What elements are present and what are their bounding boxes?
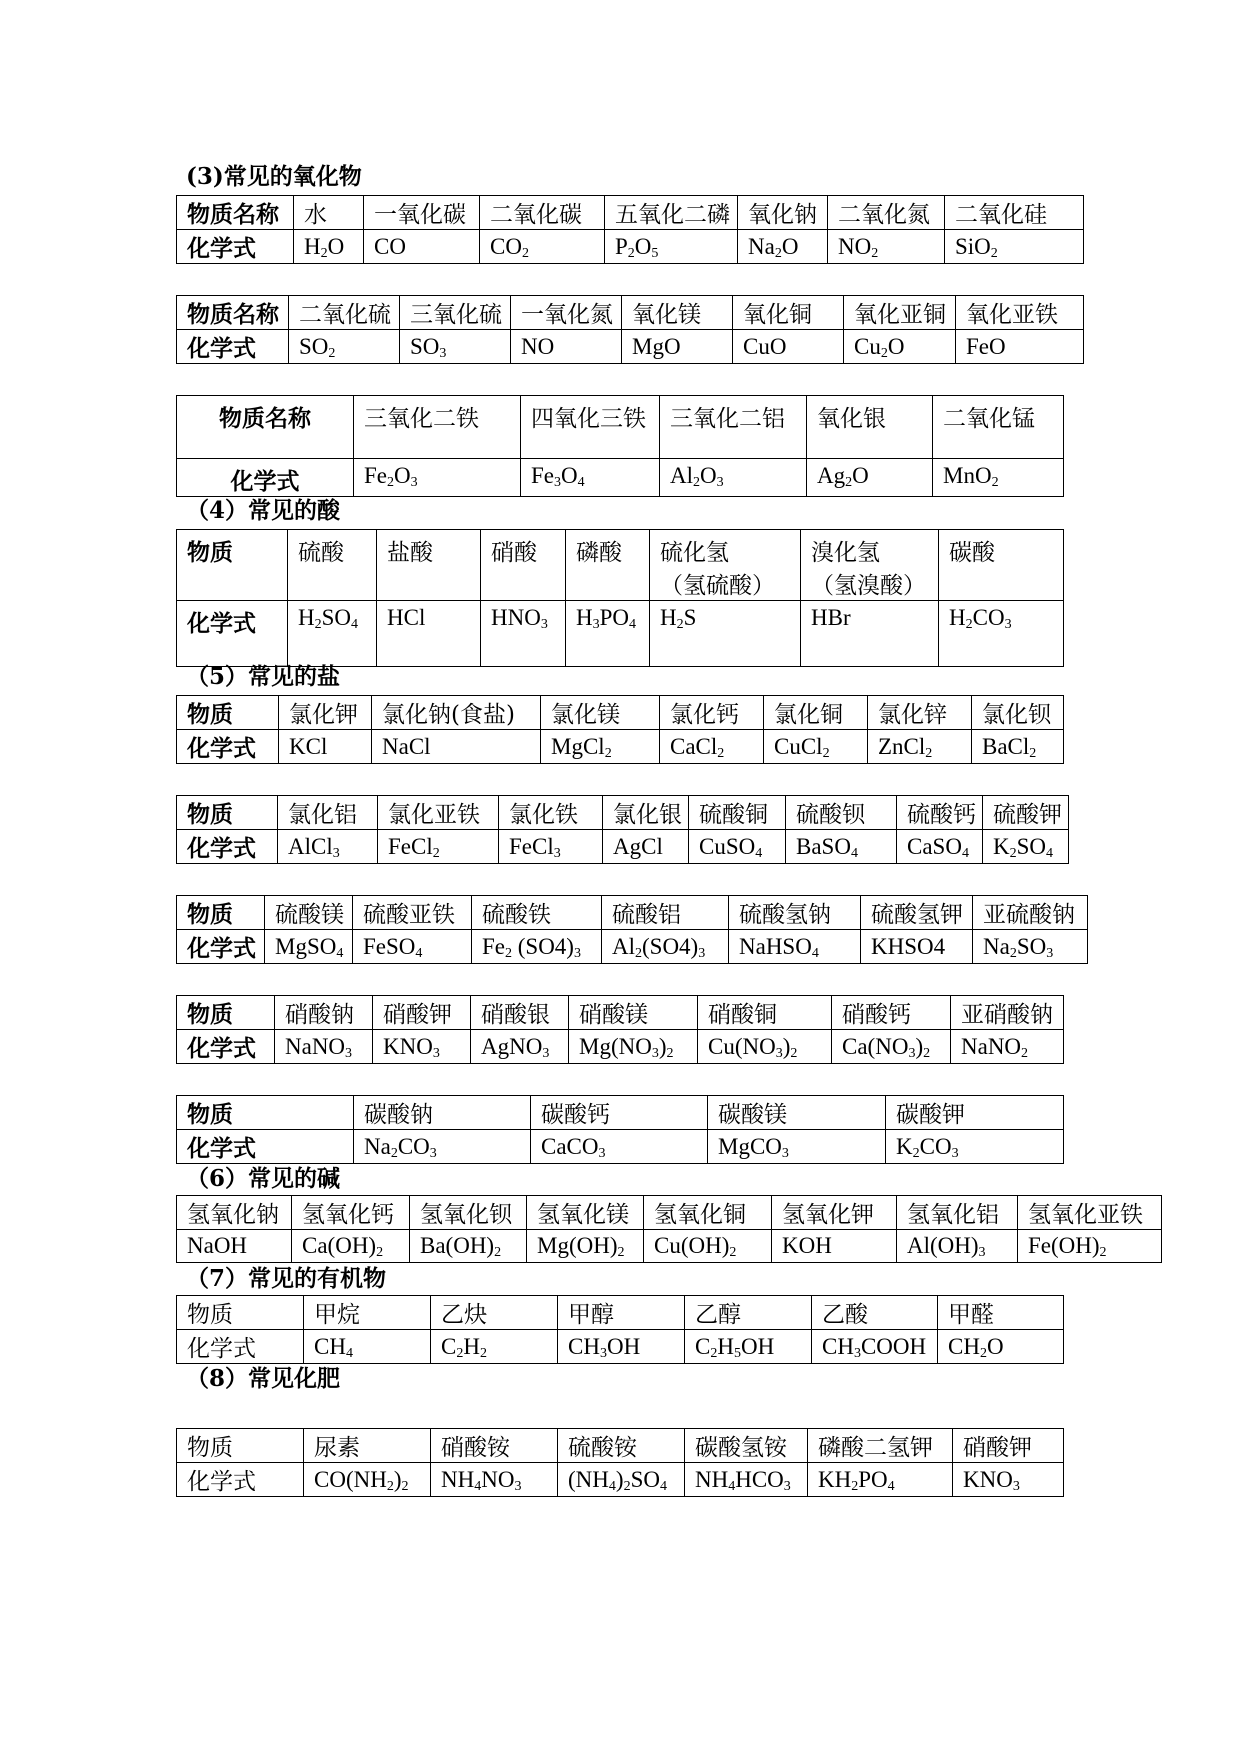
row-label-formula: 化学式 xyxy=(177,601,288,667)
chemical-formula-cell: $Mg(NO_3)_2$ xyxy=(569,1030,698,1064)
table-salts-3 xyxy=(176,895,1088,964)
substance-name-cell: 硝酸钠 xyxy=(275,996,373,1030)
chemical-formula-cell: BaSO$_4$ xyxy=(786,830,897,864)
chemical-formula-cell: CaCl$_2$ xyxy=(660,730,764,764)
chemical-formula-cell: NaHSO$_4$ xyxy=(729,930,861,964)
chemical-formula-cell: NaNO$_3$ xyxy=(275,1030,373,1064)
substance-name-cell: 硫酸钾 xyxy=(983,796,1069,830)
chemical-formula-cell: $Fe(OH)_2$ xyxy=(1018,1230,1162,1263)
chemical-formula-cell: $CH_4$ xyxy=(304,1330,431,1364)
chemical-formula-cell: $Ba(OH)_2$ xyxy=(410,1230,527,1263)
substance-name-cell: 硝酸钾 xyxy=(953,1429,1064,1463)
chemical-formula-cell: MgCl$_2$ xyxy=(541,730,660,764)
chemical-formula-cell: $Al_2(SO4)_3$ xyxy=(602,930,729,964)
substance-name-cell: 氯化铝 xyxy=(278,796,378,830)
substance-name-cell: 氧化铜 xyxy=(733,296,844,330)
substance-name-cell: 甲醛 xyxy=(938,1296,1064,1330)
substance-name-cell: 二氧化硫 xyxy=(289,296,400,330)
row-label-formula: 化学式 xyxy=(177,1030,275,1064)
chemical-formula-cell: CuSO$_4$ xyxy=(689,830,786,864)
substance-name-cell: 氯化铁 xyxy=(499,796,603,830)
chemical-formula-cell: HBr xyxy=(801,601,939,667)
substance-name-cell: 氢氧化铜 xyxy=(644,1196,772,1230)
substance-name-cell: 三氧化硫 xyxy=(400,296,511,330)
chemical-formula-cell: $NO_2$ xyxy=(828,230,945,264)
substance-name-cell: 硝酸镁 xyxy=(569,996,698,1030)
chemical-formula-cell: BaCl$_2$ xyxy=(972,730,1064,764)
substance-name-cell: 乙炔 xyxy=(431,1296,558,1330)
chemical-formula-cell: $Al_2O_3$ xyxy=(660,459,807,497)
substance-name-cell: 氢氧化亚铁 xyxy=(1018,1196,1162,1230)
substance-name-cell: 亚硝酸钠 xyxy=(951,996,1064,1030)
substance-name-cell: 硫酸铜 xyxy=(689,796,786,830)
chemical-formula-cell: NO xyxy=(511,330,622,364)
chemical-formula-cell: $Fe_2O_3$ xyxy=(354,459,521,497)
chemical-formula-cell: $H_2CO_3$ xyxy=(939,601,1064,667)
substance-name-cell: 四氧化三铁 xyxy=(521,396,660,459)
row-label-formula: 化学式 xyxy=(177,830,278,864)
table-oxides-2 xyxy=(176,295,1084,364)
row-label-formula: 化学式 xyxy=(177,730,279,764)
table-bases xyxy=(176,1195,1162,1263)
row-label-substance: 物质 xyxy=(177,996,275,1030)
substance-name-cell: 氯化钡 xyxy=(972,696,1064,730)
substance-name-cell: 氯化锌 xyxy=(868,696,972,730)
substance-name-cell: 硫酸铵 xyxy=(558,1429,685,1463)
substance-name-cell: 氯化钾 xyxy=(279,696,372,730)
substance-name-cell: 氯化钠(食盐) xyxy=(372,696,541,730)
chemical-formula-cell: $K_2SO_4$ xyxy=(983,830,1069,864)
substance-name-cell: 硫酸氢钾 xyxy=(861,896,973,930)
substance-name-cell: 五氧化二磷 xyxy=(605,196,738,230)
substance-name-cell: 硝酸银 xyxy=(471,996,569,1030)
chemical-formula-cell: $CH_3OH$ xyxy=(558,1330,685,1364)
row-label-formula: 化学式 xyxy=(177,1130,354,1164)
chemical-formula-cell: $NH_4HCO_3$ xyxy=(685,1463,808,1497)
chemical-formula-cell: $K_2CO_3$ xyxy=(886,1130,1064,1164)
row-label-substance: 物质 xyxy=(177,796,278,830)
chemical-formula-cell: $C_2H_5OH$ xyxy=(685,1330,812,1364)
substance-name-cell: 硫酸铁 xyxy=(472,896,602,930)
table-salts-2 xyxy=(176,795,1069,864)
chemical-formula-cell: FeSO$_4$ xyxy=(353,930,472,964)
substance-name-cell: 碳酸钙 xyxy=(531,1096,708,1130)
substance-name-cell: 氧化镁 xyxy=(622,296,733,330)
substance-name-cell: 二氧化氮 xyxy=(828,196,945,230)
substance-name-cell: 硫酸钡 xyxy=(786,796,897,830)
chemical-formula-cell: NaNO$_2$ xyxy=(951,1030,1064,1064)
chemical-formula-cell: $CO(NH_2)_2$ xyxy=(304,1463,431,1497)
chemical-formula-cell: FeCl$_2$ xyxy=(378,830,499,864)
substance-name-cell: 一氧化氮 xyxy=(511,296,622,330)
row-label-substance: 物质名称 xyxy=(177,196,294,230)
substance-name-cell: 水 xyxy=(294,196,364,230)
row-label-substance: 物质 xyxy=(177,696,279,730)
substance-name-cell: 氢氧化钡 xyxy=(410,1196,527,1230)
chemical-formula-cell: MgCO$_3$ xyxy=(708,1130,886,1164)
substance-name-cell: 二氧化硅 xyxy=(945,196,1084,230)
chemical-formula-cell: CaCO$_3$ xyxy=(531,1130,708,1164)
substance-name-cell: 氢氧化钾 xyxy=(772,1196,897,1230)
substance-name-cell: 硝酸 xyxy=(481,530,566,601)
chemical-formula-cell: $Mg(OH)_2$ xyxy=(527,1230,644,1263)
chemical-formula-cell: $C_2H_2$ xyxy=(431,1330,558,1364)
chemical-formula-cell: $Fe_2$ $(SO4)_3$ xyxy=(472,930,602,964)
substance-name-cell: 一氧化碳 xyxy=(364,196,480,230)
substance-name-cell: 溴化氢 （氢溴酸） xyxy=(801,530,939,601)
substance-name-cell: 氢氧化钠 xyxy=(177,1196,292,1230)
chemical-formula-cell: AgCl xyxy=(603,830,689,864)
substance-name-cell: 碳酸氢铵 xyxy=(685,1429,808,1463)
chemical-formula-cell: NaOH xyxy=(177,1230,292,1263)
substance-name-cell: 碳酸钠 xyxy=(354,1096,531,1130)
row-label-formula: 化学式 xyxy=(177,930,265,964)
section-title-bases: （6）常见的碱 xyxy=(186,1165,341,1192)
row-label-substance: 物质 xyxy=(177,1429,304,1463)
chemical-formula-cell: CuCl$_2$ xyxy=(764,730,868,764)
substance-name-cell: 尿素 xyxy=(304,1429,431,1463)
chemical-formula-cell: $H_2S$ xyxy=(650,601,801,667)
substance-name-cell: 二氧化碳 xyxy=(480,196,605,230)
chemical-formula-cell: $Cu(OH)_2$ xyxy=(644,1230,772,1263)
row-label-substance: 物质 xyxy=(177,530,288,601)
substance-name-cell: 碳酸钾 xyxy=(886,1096,1064,1130)
chemical-formula-cell: $KNO_3$ xyxy=(953,1463,1064,1497)
section-title-fertilizers: （8）常见化肥 xyxy=(186,1365,341,1392)
chemical-formula-cell: $H_2SO_4$ xyxy=(288,601,377,667)
substance-name-cell: 硝酸钾 xyxy=(373,996,471,1030)
substance-name-cell: 三氧化二铁 xyxy=(354,396,521,459)
chemical-formula-cell: $KNO_3$ xyxy=(373,1030,471,1064)
substance-name-cell: 氧化亚铁 xyxy=(956,296,1084,330)
substance-name-cell: 氢氧化铝 xyxy=(897,1196,1018,1230)
chemical-formula-cell: FeO xyxy=(956,330,1084,364)
substance-name-cell: 氯化钙 xyxy=(660,696,764,730)
substance-name-cell: 磷酸二氢钾 xyxy=(808,1429,953,1463)
section-title-salts: （5）常见的盐 xyxy=(186,663,341,690)
chemical-formula-cell: MgSO$_4$ xyxy=(265,930,353,964)
chemical-formula-cell: $Cu(NO_3)_2$ xyxy=(698,1030,832,1064)
chemical-formula-cell: $(NH_4)_2SO_4$ xyxy=(558,1463,685,1497)
substance-name-cell: 磷酸 xyxy=(566,530,650,601)
substance-name-cell: 氯化镁 xyxy=(541,696,660,730)
substance-name-cell: 三氧化二铝 xyxy=(660,396,807,459)
table-acids xyxy=(176,529,1064,667)
row-label-substance: 物质 xyxy=(177,896,265,930)
section-title-organics: （7）常见的有机物 xyxy=(186,1265,387,1292)
substance-name-cell: 硝酸钙 xyxy=(832,996,951,1030)
substance-name-cell: 氯化银 xyxy=(603,796,689,830)
chemical-formula-cell: KOH xyxy=(772,1230,897,1263)
chemical-formula-cell: $Na_2CO_3$ xyxy=(354,1130,531,1164)
row-label-formula: 化学式 xyxy=(177,330,289,364)
substance-name-cell: 盐酸 xyxy=(377,530,481,601)
chemical-formula-cell: $P_2O_5$ xyxy=(605,230,738,264)
substance-name-cell: 碳酸 xyxy=(939,530,1064,601)
chemical-formula-cell: CO xyxy=(364,230,480,264)
chemical-formula-cell: SiO$_2$ xyxy=(945,230,1084,264)
substance-name-cell: 氧化银 xyxy=(807,396,933,459)
substance-name-cell: 硫酸镁 xyxy=(265,896,353,930)
substance-name-cell: 亚硫酸钠 xyxy=(973,896,1088,930)
substance-name-cell: 硫酸钙 xyxy=(897,796,983,830)
row-label-substance: 物质名称 xyxy=(177,296,289,330)
row-label-substance: 物质 xyxy=(177,1296,304,1330)
substance-name-cell: 碳酸镁 xyxy=(708,1096,886,1130)
row-label-substance: 物质 xyxy=(177,1096,354,1130)
chemical-formula-cell: CuO xyxy=(733,330,844,364)
chemical-formula-cell: $SO_2$ xyxy=(289,330,400,364)
chemical-formula-cell: CaSO$_4$ xyxy=(897,830,983,864)
chemical-formula-cell: $SO_3$ xyxy=(400,330,511,364)
section-title-acids: （4）常见的酸 xyxy=(186,497,341,524)
chemical-formula-cell: $Ag_2O$ xyxy=(807,459,933,497)
row-label-formula: 化学式 xyxy=(177,459,354,497)
chemical-formula-cell: $NH_4NO_3$ xyxy=(431,1463,558,1497)
chemical-formula-cell: $Ca(NO_3)_2$ xyxy=(832,1030,951,1064)
substance-name-cell: 氢氧化钙 xyxy=(292,1196,410,1230)
chemical-formula-cell: $Fe_3O_4$ xyxy=(521,459,660,497)
substance-name-cell: 硝酸铵 xyxy=(431,1429,558,1463)
row-label-formula: 化学式 xyxy=(177,1330,304,1364)
chemical-formula-cell: $Na_2SO_3$ xyxy=(973,930,1088,964)
substance-name-cell: 乙醇 xyxy=(685,1296,812,1330)
chemical-formula-cell: $HNO_3$ xyxy=(481,601,566,667)
substance-name-cell: 硝酸铜 xyxy=(698,996,832,1030)
substance-name-cell: 硫酸氢钠 xyxy=(729,896,861,930)
chemical-formula-cell: NaCl xyxy=(372,730,541,764)
substance-name-cell: 甲醇 xyxy=(558,1296,685,1330)
chemical-formula-cell: $CO_2$ xyxy=(480,230,605,264)
substance-name-cell: 氯化铜 xyxy=(764,696,868,730)
table-organics xyxy=(176,1295,1064,1364)
substance-name-cell: 氧化钠 xyxy=(738,196,828,230)
substance-name-cell: 硫酸铝 xyxy=(602,896,729,930)
chemical-formula-cell: $Cu_2O$ xyxy=(844,330,956,364)
chemical-formula-cell: HCl xyxy=(377,601,481,667)
table-fertilizers xyxy=(176,1428,1064,1497)
row-label-formula: 化学式 xyxy=(177,1463,304,1497)
substance-name-cell: 硫酸亚铁 xyxy=(353,896,472,930)
chemical-formula-cell: $Al(OH)_3$ xyxy=(897,1230,1018,1263)
chemical-formula-cell: AgNO$_3$ xyxy=(471,1030,569,1064)
substance-name-cell: 氧化亚铜 xyxy=(844,296,956,330)
chemical-formula-cell: FeCl$_3$ xyxy=(499,830,603,864)
chemical-formula-cell: MnO$_2$ xyxy=(933,459,1064,497)
substance-name-cell: 氢氧化镁 xyxy=(527,1196,644,1230)
chemical-formula-cell: ZnCl$_2$ xyxy=(868,730,972,764)
chemical-formula-cell: $Na_2O$ xyxy=(738,230,828,264)
substance-name-cell: 氯化亚铁 xyxy=(378,796,499,830)
substance-name-cell: 乙酸 xyxy=(812,1296,938,1330)
substance-name-cell: 硫化氢 （氢硫酸） xyxy=(650,530,801,601)
chemical-formula-cell: MgO xyxy=(622,330,733,364)
chemical-formula-cell: $H_2O$ xyxy=(294,230,364,264)
chemical-formula-cell: AlCl$_3$ xyxy=(278,830,378,864)
table-oxides-3 xyxy=(176,395,1064,497)
table-salts-4 xyxy=(176,995,1064,1064)
chemical-formula-cell: $CH_2O$ xyxy=(938,1330,1064,1364)
table-oxides-1 xyxy=(176,195,1084,264)
substance-name-cell: 甲烷 xyxy=(304,1296,431,1330)
chemical-formula-cell: KCl xyxy=(279,730,372,764)
chemical-formula-cell: $CH_3COOH$ xyxy=(812,1330,938,1364)
section-title-oxides: (3)常见的氧化物 xyxy=(186,163,362,190)
chemical-formula-cell: $H_3PO_4$ xyxy=(566,601,650,667)
row-label-substance: 物质名称 xyxy=(177,396,354,459)
substance-name-cell: 硫酸 xyxy=(288,530,377,601)
table-salts-5 xyxy=(176,1095,1064,1164)
row-label-formula: 化学式 xyxy=(177,230,294,264)
chemical-formula-cell: $KH_2PO_4$ xyxy=(808,1463,953,1497)
chemical-formula-cell: $Ca(OH)_2$ xyxy=(292,1230,410,1263)
chemical-formula-cell: KHSO4 xyxy=(861,930,973,964)
substance-name-cell: 二氧化锰 xyxy=(933,396,1064,459)
table-salts-1 xyxy=(176,695,1064,764)
